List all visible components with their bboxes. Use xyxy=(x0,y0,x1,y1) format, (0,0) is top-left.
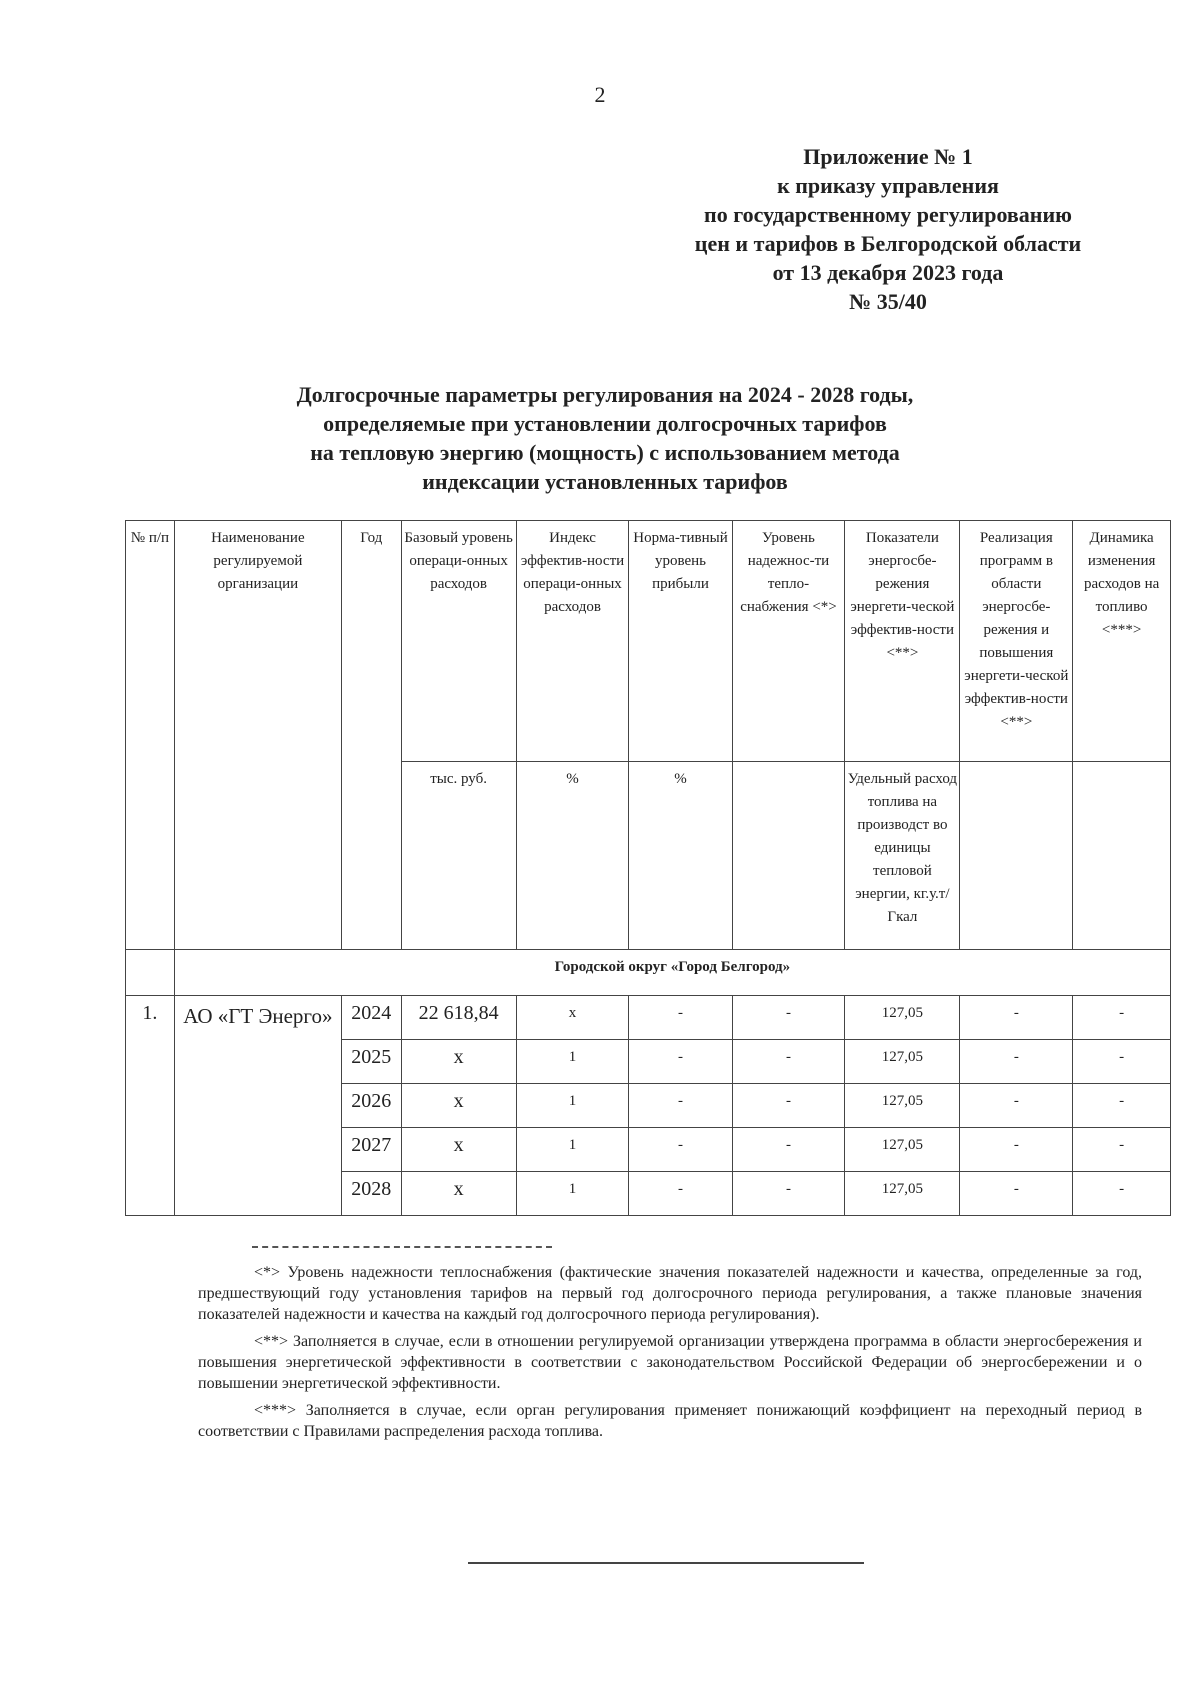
cell-efficiency-index: 1 xyxy=(516,1040,629,1084)
unit-programs xyxy=(960,762,1073,950)
cell-energy-saving: 127,05 xyxy=(845,1084,960,1128)
appendix-line-4: цен и тарифов в Белгородской области xyxy=(694,231,1082,256)
footnote-separator xyxy=(252,1246,552,1248)
cell-energy-saving: 127,05 xyxy=(845,1040,960,1084)
cell-energy-saving: 127,05 xyxy=(845,1172,960,1216)
appendix-line-3: по государственному регулированию xyxy=(704,202,1072,227)
cell-profit-level: - xyxy=(629,1040,732,1084)
cell-reliability: - xyxy=(732,1040,845,1084)
unit-reliability xyxy=(732,762,845,950)
cell-profit-level: - xyxy=(629,1172,732,1216)
cell-energy-saving: 127,05 xyxy=(845,1128,960,1172)
cell-reliability: - xyxy=(732,1128,845,1172)
cell-base-costs: 22 618,84 xyxy=(401,996,516,1040)
header-year: Год xyxy=(341,521,401,950)
unit-fuel-dynamics xyxy=(1073,762,1171,950)
cell-programs: - xyxy=(960,1128,1073,1172)
title-line-3: на тепловую энергию (мощность) с использованием метода xyxy=(310,440,900,465)
cell-profit-level: - xyxy=(629,996,732,1040)
cell-profit-level: - xyxy=(629,1128,732,1172)
cell-profit-level: - xyxy=(629,1084,732,1128)
cell-base-costs: х xyxy=(401,1172,516,1216)
cell-fuel-dynamics: - xyxy=(1073,1172,1171,1216)
cell-programs: - xyxy=(960,1040,1073,1084)
cell-efficiency-index: х xyxy=(516,996,629,1040)
parameters-table xyxy=(125,520,1171,1216)
header-num: № п/п xyxy=(126,521,175,950)
cell-reliability: - xyxy=(732,1084,845,1128)
title-line-4: индексации установленных тарифов xyxy=(422,469,788,494)
cell-year: 2024 xyxy=(341,996,401,1040)
footnote-2: <**> Заполняется в случае, если в отношении регулируемой организации утверждена программа в области энергосбережения и повышения энергетической эффективности в соответствии с законодательством Российской Федерации об энергосбережении и о повышении энергетической эффективности. xyxy=(198,1333,1142,1392)
table-row xyxy=(126,996,1171,1040)
cell-efficiency-index: 1 xyxy=(516,1084,629,1128)
table-header-row xyxy=(126,521,1171,762)
cell-year: 2028 xyxy=(341,1172,401,1216)
cell-base-costs: х xyxy=(401,1040,516,1084)
cell-fuel-dynamics: - xyxy=(1073,996,1171,1040)
header-energy-saving: Показатели энергосбе-режения энергети-ческой эффектив-ности <**> xyxy=(845,521,960,762)
appendix-line-5: от 13 декабря 2023 года xyxy=(772,260,1004,285)
appendix-line-1: Приложение № 1 xyxy=(803,144,973,169)
footnotes xyxy=(198,1262,1142,1448)
appendix-line-2: к приказу управления xyxy=(777,173,999,198)
cell-year: 2025 xyxy=(341,1040,401,1084)
cell-base-costs: х xyxy=(401,1128,516,1172)
appendix-line-6: № 35/40 xyxy=(849,289,927,314)
unit-energy-saving: Удельный расход топлива на производст во единицы тепловой энергии, кг.у.т/Гкал xyxy=(845,762,960,950)
region-empty-cell xyxy=(126,950,175,996)
unit-base-costs: тыс. руб. xyxy=(401,762,516,950)
cell-programs: - xyxy=(960,1084,1073,1128)
appendix-block xyxy=(628,142,1148,316)
cell-fuel-dynamics: - xyxy=(1073,1040,1171,1084)
header-base-costs: Базовый уровень операци-онных расходов xyxy=(401,521,516,762)
header-fuel-dynamics: Динамика изменения расходов на топливо <***> xyxy=(1073,521,1171,762)
page-number: 2 xyxy=(594,82,606,107)
cell-programs: - xyxy=(960,1172,1073,1216)
region-row xyxy=(126,950,1171,996)
footnote-1: <*> Уровень надежности теплоснабжения (фактические значения показателей надежности и качества, определенные за год, предшествующий году установления тарифов на первый год долгосрочного периода регулирования, а также плановые значения показателей надежности и качества на каждый год долгосрочного периода регулирования). xyxy=(198,1264,1142,1323)
cell-reliability: - xyxy=(732,1172,845,1216)
cell-base-costs: х xyxy=(401,1084,516,1128)
header-reliability: Уровень надежнос-ти тепло-снабжения <*> xyxy=(732,521,845,762)
cell-year: 2027 xyxy=(341,1128,401,1172)
title-line-2: определяемые при установлении долгосрочных тарифов xyxy=(323,411,887,436)
header-programs: Реализация программ в области энергосбе-режения и повышения энергети-ческой эффектив-ности <**> xyxy=(960,521,1073,762)
header-org: Наименование регулируемой организации xyxy=(174,521,341,950)
cell-programs: - xyxy=(960,996,1073,1040)
cell-efficiency-index: 1 xyxy=(516,1128,629,1172)
region-name: Городской округ «Город Белгород» xyxy=(174,950,1170,996)
header-efficiency-index: Индекс эффектив-ности операци-онных расходов xyxy=(516,521,629,762)
footnote-3: <***> Заполняется в случае, если орган регулирования применяет понижающий коэффициент на переходный период в соответствии с Правилами распределения расхода топлива. xyxy=(198,1402,1142,1440)
unit-efficiency-index: % xyxy=(516,762,629,950)
org-name: АО «ГТ Энерго» xyxy=(174,996,341,1216)
cell-fuel-dynamics: - xyxy=(1073,1128,1171,1172)
title-line-1: Долгосрочные параметры регулирования на 2024 - 2028 годы, xyxy=(296,382,914,407)
org-number: 1. xyxy=(126,996,175,1216)
bottom-divider xyxy=(468,1562,864,1564)
cell-efficiency-index: 1 xyxy=(516,1172,629,1216)
cell-year: 2026 xyxy=(341,1084,401,1128)
document-title xyxy=(130,380,1080,496)
cell-energy-saving: 127,05 xyxy=(845,996,960,1040)
header-profit-level: Норма-тивный уровень прибыли xyxy=(629,521,732,762)
unit-profit-level: % xyxy=(629,762,732,950)
cell-fuel-dynamics: - xyxy=(1073,1084,1171,1128)
cell-reliability: - xyxy=(732,996,845,1040)
